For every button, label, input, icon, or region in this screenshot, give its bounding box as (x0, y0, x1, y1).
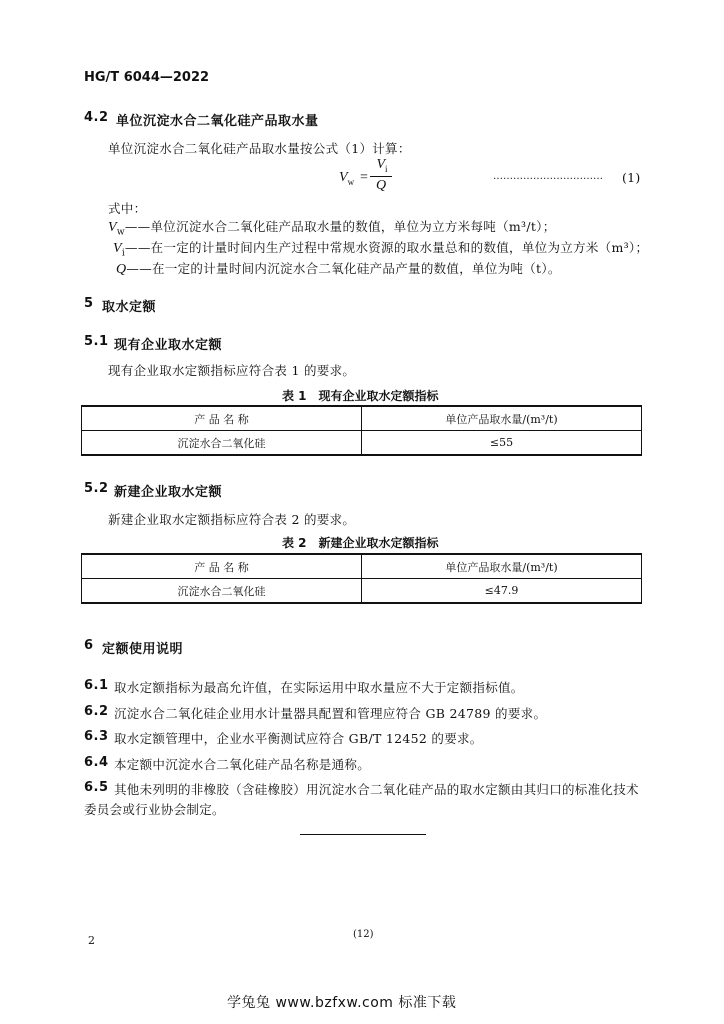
item-6-5-number: 6.5 (84, 780, 109, 795)
item-6-1-number: 6.1 (84, 678, 109, 693)
section-6-number: 6 (84, 638, 94, 653)
formula-lhs: $V_w$ (339, 170, 355, 187)
definition-vi: $V_i——$在一定的计量时间内生产过程中常规水资源的取水量总和的数值，单位为立方米（m³）； (113, 240, 649, 259)
definition-q: Q——在一定的计量时间内沉淀水合二氧化硅产品产量的数值，单位为吨（t）。 (116, 261, 561, 277)
item-6-1-text: 取水定额指标为最高允许值，在实际运用中取水量应不大于定额指标值。 (114, 680, 524, 695)
standard-code: HG/T 6044—2022 (84, 70, 210, 85)
fraction-bar (370, 176, 392, 177)
table-2 (81, 553, 642, 604)
table-header-row (82, 406, 642, 431)
table-row (82, 579, 642, 604)
formula-denominator: Q (375, 178, 387, 193)
item-6-5-text: 其他未列明的非橡胶（含硅橡胶）用沉淀水合二氧化硅产品的取水定额由其归口的标准化技术 (114, 782, 639, 797)
formula-equals: = (360, 170, 368, 185)
section-5-2-number: 5.2 (84, 481, 109, 496)
table-header-water: 单位产品取水量/(m³/t) (362, 406, 642, 431)
table-1 (81, 405, 642, 456)
formula-leader-dots: …………………………… (493, 171, 603, 182)
section-4-2-intro: 单位沉淀水合二氧化硅产品取水量按公式（1）计算： (108, 141, 411, 156)
item-6-2-number: 6.2 (84, 704, 109, 719)
item-6-3-text: 取水定额管理中，企业水平衡测试应符合 GB/T 12452 的要求。 (114, 731, 483, 746)
item-6-3-number: 6.3 (84, 729, 109, 744)
table-cell-value: ≤47.9 (362, 579, 642, 604)
table-1-caption: 表 1 现有企业取水定额指标 (282, 389, 439, 403)
section-5-1-text: 现有企业取水定额指标应符合表 1 的要求。 (108, 363, 356, 378)
item-6-5-continuation: 委员会或行业协会制定。 (84, 802, 225, 817)
section-4-2-number: 4.2 (84, 110, 109, 125)
section-5-title: 取水定额 (102, 300, 157, 315)
table-cell-value: ≤55 (362, 431, 642, 456)
item-6-4-number: 6.4 (84, 755, 109, 770)
page-number: 2 (88, 934, 95, 947)
item-6-4-text: 本定额中沉淀水合二氧化硅产品名称是通称。 (114, 757, 371, 772)
section-5-2-text: 新建企业取水定额指标应符合表 2 的要求。 (108, 512, 356, 527)
section-4-2-title: 单位沉淀水合二氧化硅产品取水量 (116, 114, 319, 129)
where-label: 式中： (108, 201, 147, 216)
end-rule (300, 834, 426, 835)
formula-tag: (1) (622, 170, 641, 185)
item-6-2-text: 沉淀水合二氧化硅企业用水计量器具配置和管理应符合 GB 24789 的要求。 (114, 706, 547, 721)
section-6-title: 定额使用说明 (102, 642, 184, 657)
table-cell-product: 沉淀水合二氧化硅 (82, 431, 362, 456)
center-page-mark: (12) (353, 929, 374, 940)
definition-vw: $V_w——$单位沉淀水合二氧化硅产品取水量的数值，单位为立方米每吨（m³/t）； (108, 219, 556, 238)
watermark-text: 学兔兔 www.bzfxw.com 标准下载 (227, 995, 457, 1011)
table-cell-product: 沉淀水合二氧化硅 (82, 579, 362, 604)
table-header-product: 产 品 名 称 (82, 554, 362, 579)
table-header-water: 单位产品取水量/(m³/t) (362, 554, 642, 579)
section-5-1-title: 现有企业取水定额 (114, 338, 223, 353)
table-2-caption: 表 2 新建企业取水定额指标 (282, 536, 439, 550)
section-5-1-number: 5.1 (84, 334, 109, 349)
table-header-row (82, 554, 642, 579)
table-header-product: 产 品 名 称 (82, 406, 362, 431)
formula-numerator: $V_i$ (376, 157, 388, 174)
table-row (82, 431, 642, 456)
section-5-number: 5 (84, 296, 94, 311)
section-5-2-title: 新建企业取水定额 (114, 485, 223, 500)
